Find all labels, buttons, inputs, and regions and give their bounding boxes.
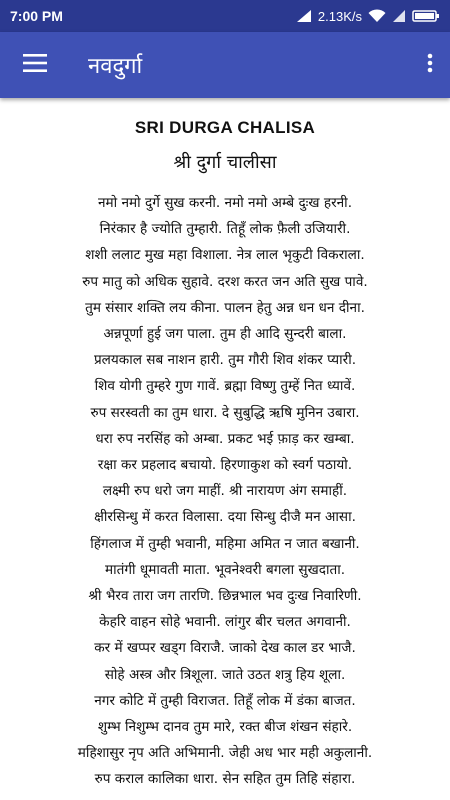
verse-line: लक्ष्मी रुप धरो जग माहीं. श्री नारायण अंग समाहीं. xyxy=(102,483,348,500)
verse-line: सोहे अस्त्र और त्रिशूला. जाते उठत शत्रु हिय शूला. xyxy=(104,666,346,683)
verse-line: क्षीरसिन्धु में करत विलासा. दया सिन्धु दीजै मन आसा. xyxy=(94,509,356,526)
battery-icon xyxy=(412,9,440,23)
verse-line: शुम्भ निशुम्भ दानव तुम मारे, रक्त बीज शंखन संहारे. xyxy=(97,719,353,736)
chalisa-content[interactable] xyxy=(0,98,450,800)
verse-line: धरा रुप नरसिंह को अम्बा. प्रकट भई फ़ाड़ कर खम्बा. xyxy=(95,430,355,447)
verse-line: केहरि वाहन सोहे भवानी. लांगुर बीर चलत अगवानी. xyxy=(99,614,351,631)
app-title: नवदुर्गा xyxy=(88,54,143,79)
verse-line: तुम संसार शक्ति लय कीना. पालन हेतु अन्न धन धन दीना. xyxy=(85,299,365,316)
status-icons xyxy=(296,9,440,24)
verse-line: महिशासुर नृप अति अभिमानी. जेही अध भार मही अकुलानी. xyxy=(77,745,373,762)
verse-line: कर में खप्पर खड्ग विराजै. जाको देख काल डर भाजै. xyxy=(94,640,356,657)
wifi-icon xyxy=(368,9,386,23)
verse-line: रुप मातु को अधिक सुहावे. दरश करत जन अति सुख पावे. xyxy=(82,273,368,290)
verse-line: प्रलयकाल सब नाशन हारी. तुम गौरी शिव शंकर प्यारी. xyxy=(93,352,357,369)
verse-list xyxy=(0,190,450,793)
network-speed: 2.13K/s xyxy=(317,8,362,24)
signal-icon xyxy=(296,9,312,23)
title-hindi: श्री दुर्गा चालीसा xyxy=(173,152,277,173)
verse-line: निरंकार है ज्योति तुम्हारी. तिहूँ लोक फ़ैली उजियारी. xyxy=(99,221,351,238)
verse-line: मातंगी धूमावती माता. भूवनेश्वरी बगला सुखदाता. xyxy=(104,561,346,578)
verse-line: रुप कराल कालिका धारा. सेन सहित तुम तिहि संहारा. xyxy=(94,771,356,788)
verse-line: शिव योगी तुम्हरे गुण गावें. ब्रह्मा विष्णु तुम्हें नित ध्यावें. xyxy=(94,378,356,395)
menu-button[interactable] xyxy=(0,32,70,98)
more-vert-icon xyxy=(427,53,433,77)
verse-line: अन्नपूर्णा हुई जग पाला. तुम ही आदि सुन्दरी बाला. xyxy=(103,326,347,343)
title-english: SRI DURGA CHALISA xyxy=(134,118,316,137)
verse-line: नमो नमो दुर्गे सुख करनी. नमो नमो अम्बे दुःख हरनी. xyxy=(97,195,353,211)
app-bar xyxy=(0,32,450,98)
signal-icon-secondary xyxy=(392,9,406,23)
verse-line: हिंगलाज में तुम्ही भवानी, महिमा अमित न जात बखानी. xyxy=(90,535,360,552)
status-bar xyxy=(0,0,450,32)
verse-line: रक्षा कर प्रहलाद बचायो. हिरणाकुश को स्वर्ग पठायो. xyxy=(97,457,353,474)
verse-line: नगर कोटि में तुम्ही विराजत. तिहूँ लोक में डंका बाजत. xyxy=(94,692,356,709)
verse-line: रुप सरस्वती का तुम धारा. दे सुबुद्धि ऋषि मुनिन उबारा. xyxy=(90,404,360,421)
status-time: 7:00 PM xyxy=(10,8,63,24)
overflow-menu-button[interactable] xyxy=(410,32,450,98)
hamburger-menu-icon xyxy=(23,54,47,76)
verse-line: शशी ललाट मुख महा विशाला. नेत्र लाल भृकुटी विकराला. xyxy=(85,247,365,264)
verse-line: श्री भैरव तारा जग तारणि. छिन्नभाल भव दुःख निवारिणी. xyxy=(88,588,362,605)
